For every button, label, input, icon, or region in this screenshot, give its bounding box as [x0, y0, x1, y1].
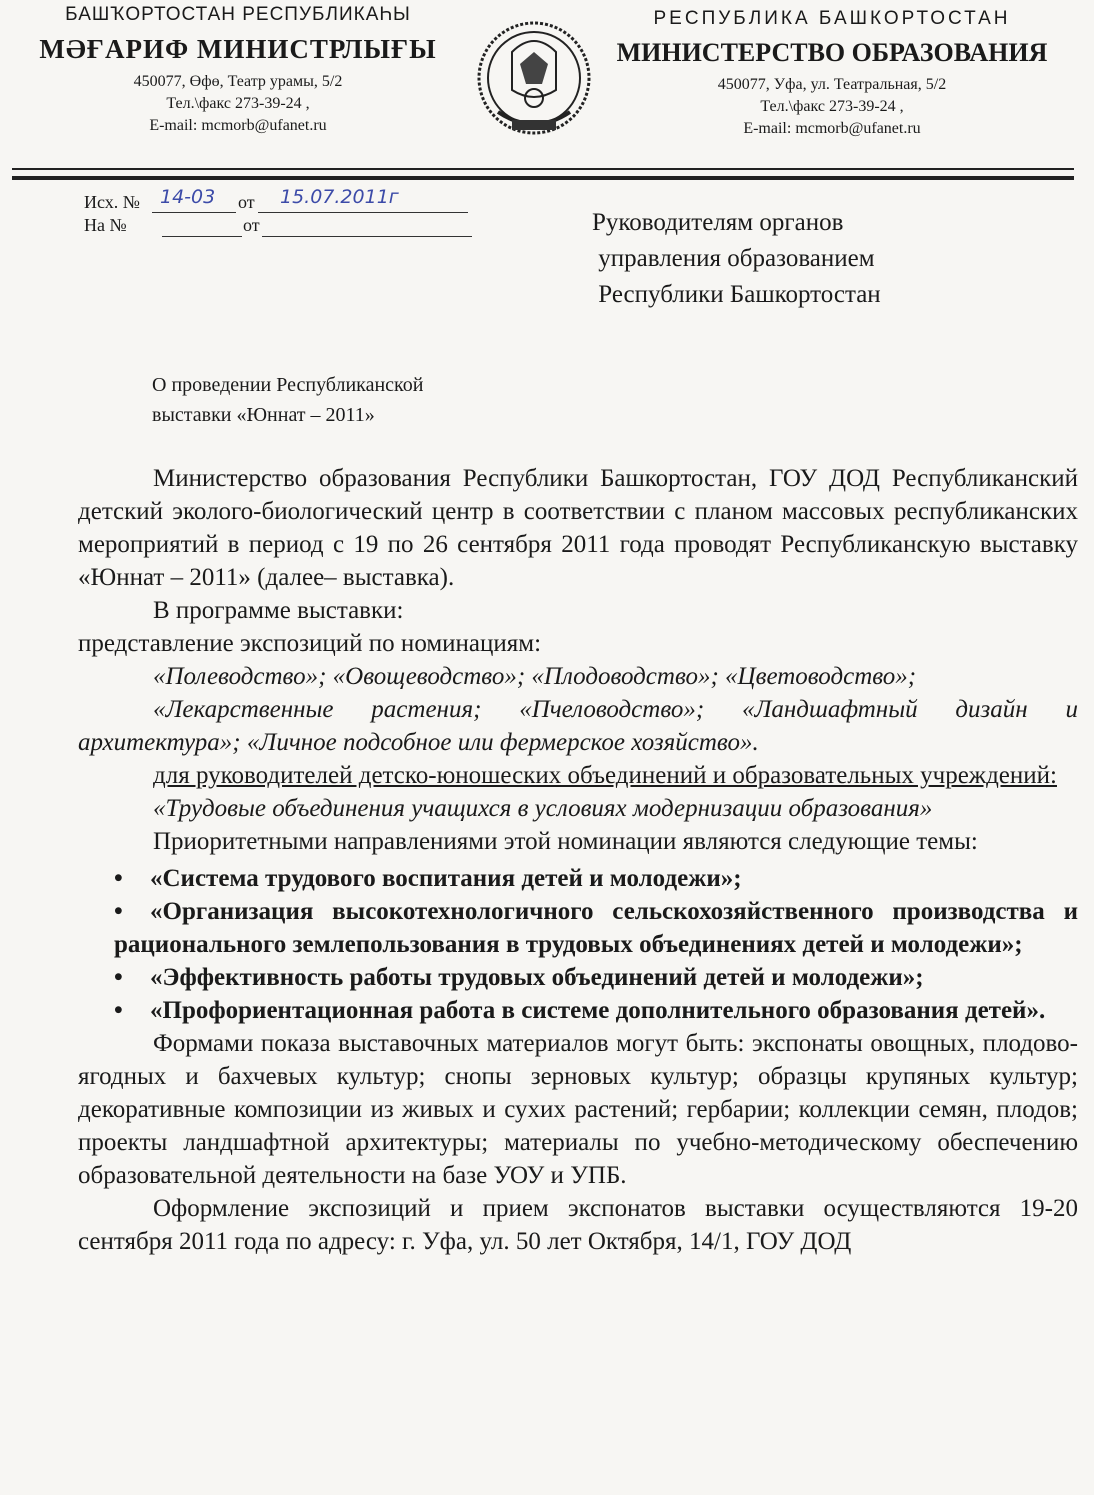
paragraph-priorities: Приоритетными направлениями этой номинации являются следующие темы:	[153, 828, 978, 855]
subject-block	[152, 370, 423, 430]
paragraph-nominations: представление экспозиций по номинациям:	[78, 630, 542, 657]
address-bashkir: 450077, Өфө, Театр урамы, 5/2	[133, 73, 343, 90]
letter-body	[78, 462, 1078, 1258]
outgoing-date-line	[258, 212, 468, 213]
email-russian: E-mail: mcmorb@ufanet.ru	[743, 120, 921, 137]
outgoing-date-label: от	[238, 192, 255, 212]
nominations-list-1: «Полеводство»; «Овощеводство»; «Плодоводство»; «Цветоводство»;	[153, 663, 917, 690]
paragraph-exhibit-setup: Оформление экспозиций и прием экспонатов выставки осуществляются 19-20 сентября 2011 года по адресу: г. Уфа, ул. 50 лет Октября, 14/1, ГОУ ДОД	[78, 1195, 1078, 1255]
paragraph-leaders: для руководителей детско-юношеских объединений и образовательных учреждений:	[153, 762, 1057, 789]
subject-line: выставки «Юннат – 2011»	[152, 404, 375, 426]
republic-name-russian: РЕСПУБЛИКА БАШКОРТОСТАН	[653, 8, 1011, 29]
incoming-date-line	[262, 236, 472, 237]
letterhead-bashkir	[18, 4, 458, 137]
paragraph-intro: Министерство образования Республики Башкортостан, ГОУ ДОД Республиканский детский эколого-биологический центр в соответствии с планом массовых республиканских мероприятий в период с 19 по 26 сентября 2011 года проводят Республиканскую выставку «Юннат – 2011» (далее– выставка).	[78, 465, 1078, 591]
addressee-line: Руководителям органов	[592, 209, 844, 236]
outgoing-number-handwritten: 14-03	[160, 186, 216, 208]
subject-line: О проведении Республиканской	[152, 374, 424, 396]
bashkortostan-emblem-icon	[472, 12, 596, 146]
paragraph-exhibit-forms: Формами показа выставочных материалов могут быть: экспонаты овощных, плодово-ягодных и бахчевых культур; снопы зерновых культур; образцы крупяных культур; декоративные композиции из живых и сухих растений; гербарии; коллекции семян, плодов; проекты ландшафтной архитектуры; материалы по учебно-методическому обеспечению образовательной деятельности на базе УОУ и УПБ.	[78, 1030, 1078, 1189]
list-item: • «Организация высокотехнологичного сельскохозяйственного производства и рационального землепользования в трудовых объединениях детей и молодежи»;	[114, 898, 1078, 958]
letterhead-divider	[12, 168, 1074, 170]
addressee-line: управления образованием	[592, 245, 875, 272]
ministry-name-russian: МИНИСТЕРСТВО ОБРАЗОВАНИЯ	[616, 38, 1048, 67]
outgoing-date-handwritten: 15.07.2011г	[280, 186, 399, 208]
addressee-line: Республики Башкортостан	[592, 281, 881, 308]
outgoing-number-line	[152, 212, 236, 213]
nominations-list-2: «Лекарственные растения; «Пчеловодство»; «Ландшафтный дизайн и архитектура»; «Личное подсобное или фермерское хозяйство».	[78, 696, 1078, 756]
letterhead-russian	[612, 8, 1052, 140]
address-russian: 450077, Уфа, ул. Театральная, 5/2	[717, 76, 947, 93]
phone-russian: Тел.\факс 273-39-24 ,	[760, 98, 904, 115]
list-item: • «Эффективность работы трудовых объединений детей и молодежи»;	[114, 964, 924, 991]
republic-name-bashkir: БАШҠОРТОСТАН РЕСПУБЛИКАҺЫ	[65, 4, 411, 25]
list-item: • «Профориентационная работа в системе дополнительного образования детей».	[114, 997, 1046, 1024]
email-bashkir: E-mail: mcmorb@ufanet.ru	[149, 117, 327, 134]
priority-topics-list	[78, 862, 1078, 1027]
list-item: • «Система трудового воспитания детей и молодежи»;	[114, 865, 742, 892]
phone-bashkir: Тел.\факс 273-39-24 ,	[166, 95, 310, 112]
letterhead-divider-thick	[12, 176, 1074, 180]
nomination-labor-associations: «Трудовые объединения учащихся в условиях модернизации образования»	[153, 795, 933, 822]
incoming-date-label: от	[243, 215, 260, 235]
outgoing-number-label: Исх. №	[84, 192, 140, 212]
paragraph-program: В программе выставки:	[153, 597, 404, 624]
incoming-number-label: На №	[84, 215, 127, 235]
addressee-block	[592, 205, 881, 313]
ministry-name-bashkir: МӘҒАРИФ МИНИСТРЛЫҒЫ	[39, 34, 437, 64]
incoming-number-line	[162, 236, 242, 237]
